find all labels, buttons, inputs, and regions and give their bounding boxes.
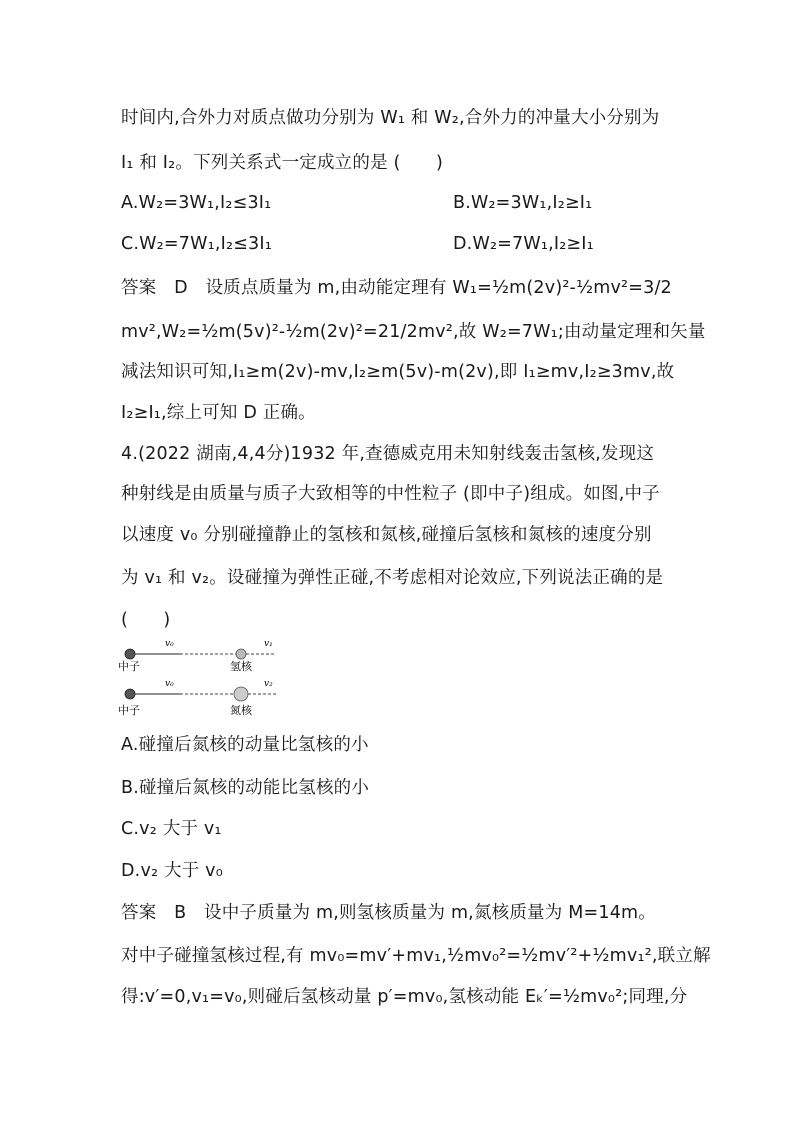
- neutron-ball: [125, 689, 135, 699]
- hydrogen-ball: [236, 649, 246, 659]
- text-line: I₁ 和 I₂。下列关系式一定成立的是 ( ): [121, 153, 443, 173]
- answer-line: 答案 B 设中子质量为 m,则氢核质量为 m,氮核质量为 M=14m。: [121, 903, 656, 923]
- answer-line: 答案 D 设质点质量为 m,由动能定理有 W₁=½m(2v)²-½mv²=3/2: [121, 278, 672, 298]
- v-in-label: v₀: [165, 639, 174, 649]
- nitrogen-label: 氮核: [230, 704, 252, 717]
- option-c: C.v₂ 大于 v₁: [121, 819, 222, 839]
- option-b: B.碰撞后氮核的动能比氢核的小: [121, 778, 370, 798]
- text-line: 得:v′=0,v₁=v₀,则碰后氢核动量 p′=mv₀,氢核动能 Eₖ′=½mv₀²;同理,分: [121, 987, 688, 1007]
- option-d: D.v₂ 大于 v₀: [121, 861, 223, 881]
- hydrogen-label: 氢核: [230, 660, 252, 673]
- neutron-ball: [125, 649, 135, 659]
- option-c: C.W₂=7W₁,I₂≤3I₁: [121, 234, 272, 254]
- v-out-label: v₂: [264, 679, 273, 689]
- v-out-label: v₁: [264, 639, 273, 649]
- text-line: 为 v₁ 和 v₂。设碰撞为弹性正碰,不考虑相对论效应,下列说法正确的是: [121, 568, 664, 588]
- text-line: 种射线是由质量与质子大致相等的中性粒子 (即中子)组成。如图,中子: [121, 484, 660, 504]
- option-b: B.W₂=3W₁,I₂≥I₁: [453, 193, 593, 213]
- v-in-label: v₀: [165, 679, 174, 689]
- neutron-label: 中子: [118, 660, 140, 673]
- text-line: 对中子碰撞氢核过程,有 mv₀=mv′+mv₁,½mv₀²=½mv′²+½mv₁²,联立解: [121, 946, 711, 966]
- option-a: A.W₂=3W₁,I₂≤3I₁: [121, 193, 272, 213]
- question-4: 4.(2022 湖南,4,4分)1932 年,查德威克用未知射线轰击氢核,发现这: [121, 444, 655, 464]
- nitrogen-ball: [234, 687, 248, 701]
- text-line: I₂≥I₁,综上可知 D 正确。: [121, 403, 316, 423]
- neutron-label: 中子: [118, 704, 140, 717]
- text-line: 减法知识可知,I₁≥m(2v)-mv,I₂≥m(5v)-m(2v),即 I₁≥mv,I₂≥3mv,故: [121, 362, 675, 382]
- text-line: mv²,W₂=½m(5v)²-½m(2v)²=21/2mv²,故 W₂=7W₁;由动量定理和矢量: [121, 322, 706, 342]
- text-line: ( ): [121, 610, 171, 630]
- collision-figure: [118, 632, 288, 724]
- text-line: 以速度 v₀ 分别碰撞静止的氢核和氮核,碰撞后氢核和氮核的速度分别: [121, 525, 652, 545]
- text-line: 时间内,合外力对质点做功分别为 W₁ 和 W₂,合外力的冲量大小分别为: [121, 108, 660, 128]
- option-d: D.W₂=7W₁,I₂≥I₁: [453, 234, 594, 254]
- option-a: A.碰撞后氮核的动量比氢核的小: [121, 735, 369, 755]
